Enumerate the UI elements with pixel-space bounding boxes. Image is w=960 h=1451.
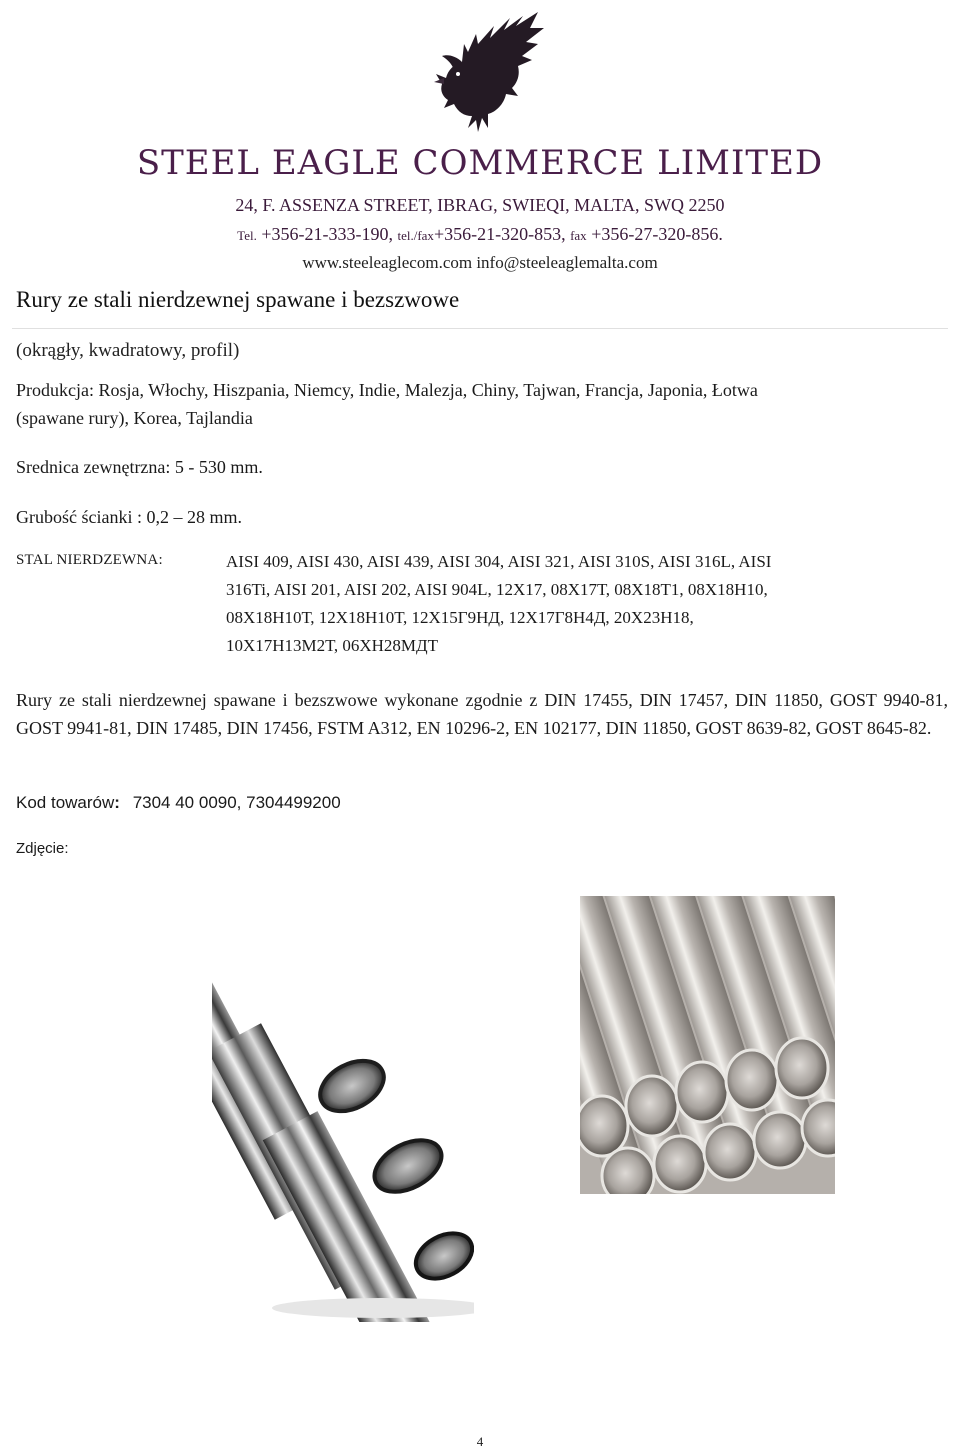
polished-pipes-photo — [212, 958, 474, 1322]
commodity-code-line — [16, 793, 341, 813]
divider — [12, 328, 948, 329]
production-line-2: (spawane rury), Korea, Tajlandia — [16, 408, 253, 428]
fax-number: +356-27-320-856. — [591, 224, 723, 244]
page-number: 4 — [476, 1434, 484, 1449]
photo-label: Zdjęcie: — [16, 840, 69, 857]
tel-label: Tel. — [237, 228, 257, 243]
company-web: www.steeleaglecom.com info@steeleaglemalta.com — [302, 253, 658, 272]
wall-thickness-value: 0,2 – 28 mm. — [146, 507, 242, 527]
wall-thickness-line — [16, 507, 242, 528]
production-line-1: Produkcja: Rosja, Włochy, Hiszpania, Niemcy, Indie, Malezja, Chiny, Tajwan, Francja, Japonia, Łotwa — [16, 380, 758, 400]
fax-label: fax — [570, 228, 587, 243]
telfax-number: +356-21-320-853, — [433, 224, 566, 244]
company-address: 24, F. ASSENZA STREET, IBRAG, SWIEQI, MALTA, SWQ 2250 — [235, 195, 725, 215]
steel-grades-line: 316Ti, AISI 201, AISI 202, AISI 904L, 12Х17, 08Х17Т, 08Х18Т1, 08Х18Н10, — [226, 580, 768, 599]
shapes-line: (okrągły, kwadratowy, profil) — [16, 340, 240, 361]
steel-grades-line: 10Х17Н13М2Т, 06ХН28МДТ — [226, 636, 439, 655]
eagle-logo-icon — [418, 4, 558, 144]
steel-grades-label: STAL NIERDZEWNA: — [16, 552, 163, 568]
pipe-bundle-photo — [580, 896, 835, 1194]
diameter-line: Srednica zewnętrzna: 5 - 530 mm. — [16, 457, 263, 477]
standards-paragraph: Rury ze stali nierdzewnej spawane i bezszwowe wykonane zgodnie z DIN 17455, DIN 17457, DIN 11850, GOST 9940-81, GOST 9941-81, DIN 17485, DIN 17456, FSTM A312, EN 10296-2, EN 102177, DIN 11850, GOST 8639-82, GOST 8645-82. — [16, 690, 948, 738]
commodity-code-label: Kod towarów — [16, 793, 115, 812]
document-title: Rury ze stali nierdzewnej spawane i bezszwowe — [16, 287, 460, 312]
telfax-label: tel./fax — [397, 228, 434, 243]
wall-thickness-label: Grubość ścianki : — [16, 507, 142, 527]
steel-grades-line: AISI 409, AISI 430, AISI 439, AISI 304, AISI 321, AISI 310S, AISI 316L, AISI — [226, 552, 772, 571]
steel-grades-line: 08Х18Н10Т, 12Х18Н10Т, 12Х15Г9НД, 12Х17Г8Н4Д, 20Х23Н18, — [226, 608, 694, 627]
commodity-code-value: 7304 40 0090, 7304499200 — [132, 793, 341, 812]
tel-number: +356-21-333-190, — [261, 224, 393, 244]
commodity-code-colon: : — [114, 793, 120, 812]
company-name: STEEL EAGLE COMMERCE LIMITED — [136, 143, 824, 183]
company-contact — [0, 224, 960, 245]
